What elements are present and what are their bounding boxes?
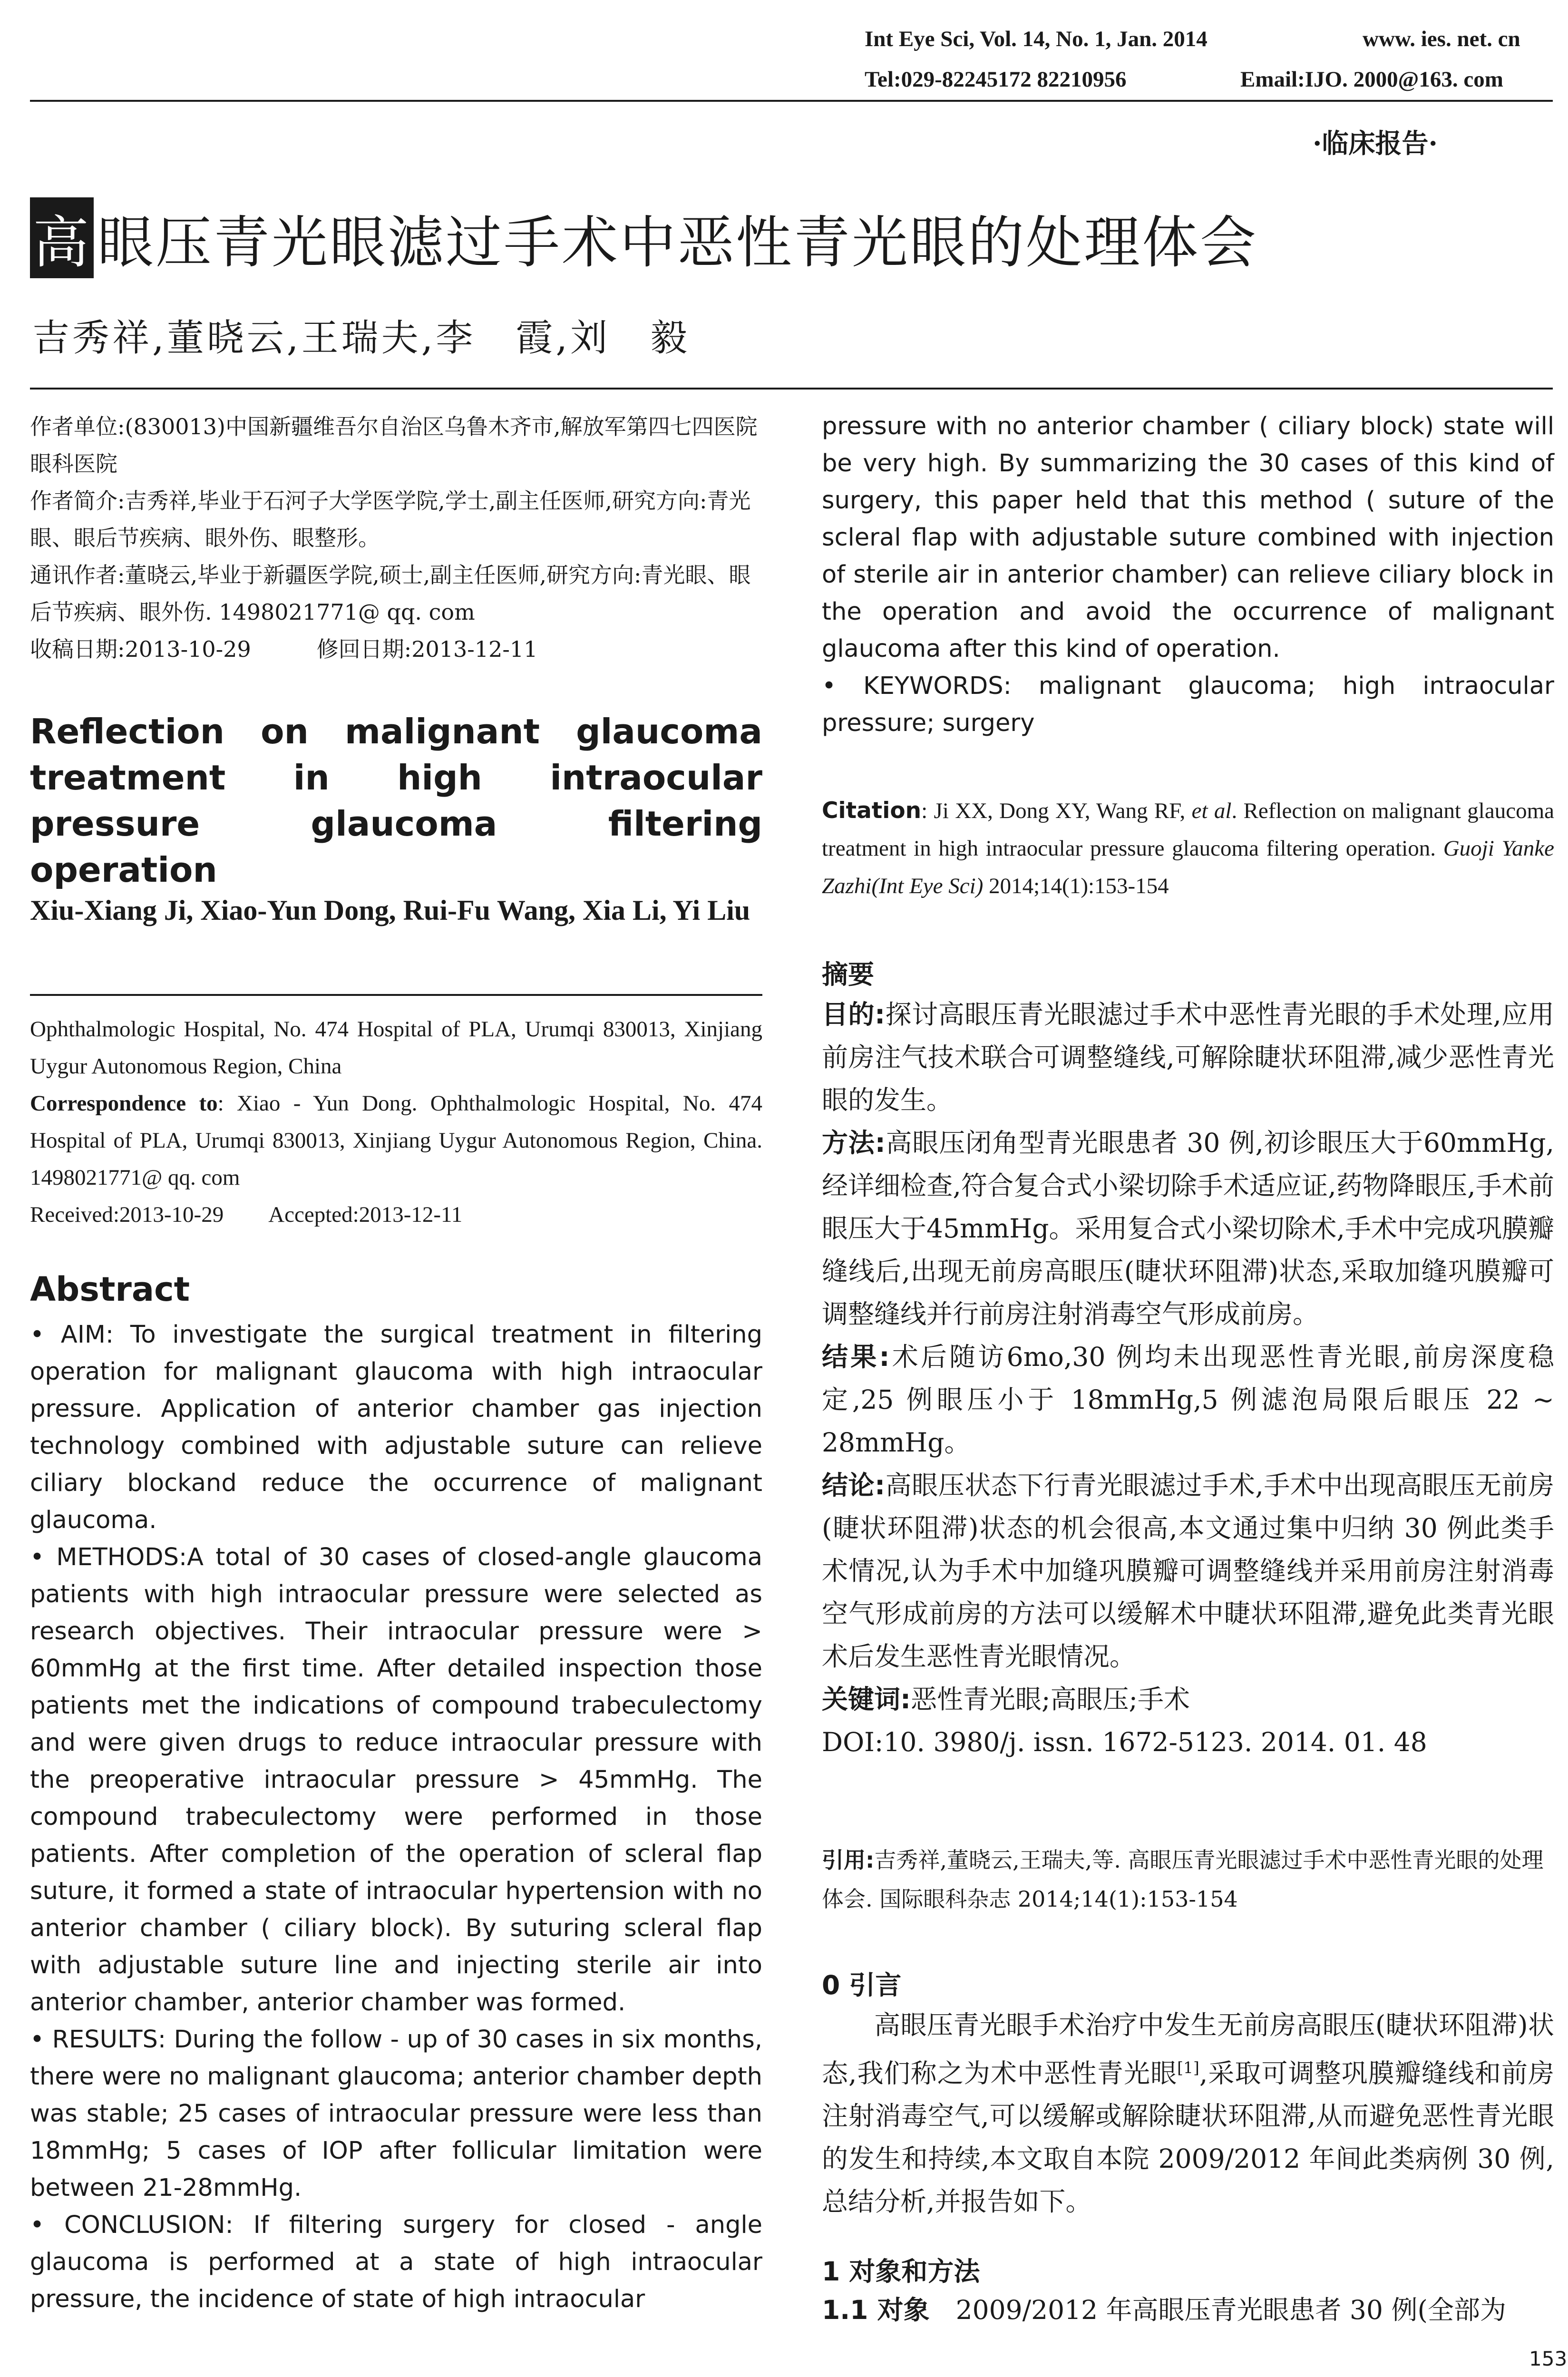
keywords-label: 关键词: xyxy=(822,1684,911,1715)
article-title xyxy=(30,197,1258,278)
citation-cn xyxy=(822,1841,1554,1919)
conclusion-label: 结论: xyxy=(822,1470,886,1500)
section1-1 xyxy=(822,2289,1554,2331)
abstract-heading: Abstract xyxy=(30,1270,190,1309)
abstract-en-left xyxy=(30,1316,762,2318)
journal-info: Int Eye Sci, Vol. 14, No. 1, Jan. 2014 xyxy=(865,27,1208,51)
abstract-cn-keywords xyxy=(822,1678,1554,1721)
abstract-cn-heading: 摘要 xyxy=(822,959,875,990)
intro-text-b: ,采取可调整巩膜瓣缝线和前房注射消毒空气,可以缓解或解除睫状环阻滞,从而避免恶性青光眼的发生和持续,本文取自本院 2009/2012 年间此类病例 30 例,总结分析,并报告如下。 xyxy=(822,2058,1555,2217)
abstract-cn-conclusion xyxy=(822,1464,1554,1678)
journal-website: www. ies. net. cn xyxy=(1363,27,1520,51)
page-number: 153 xyxy=(1529,2347,1568,2370)
section1-1-label: 1.1 对象 xyxy=(822,2295,930,2325)
citation-en xyxy=(822,792,1554,905)
citation-text-c: 2014;14(1):153-154 xyxy=(983,874,1169,898)
abstract-conclusion-a: • CONCLUSION: If filtering surgery for closed - angle glaucoma is performed at a state of high intraocular pressure, the incidence of state of high intraocular xyxy=(30,2211,762,2313)
citation-etal: et al xyxy=(1191,799,1232,823)
abstract-cn-methods xyxy=(822,1121,1554,1335)
section1-heading: 1 对象和方法 xyxy=(822,2256,980,2287)
english-title: Reflection on malignant glaucoma treatment in high intraocular pressure glaucoma filtering operation xyxy=(30,711,762,890)
journal-tel: Tel:029-82245172 82210956 xyxy=(865,67,1127,92)
affiliation-block xyxy=(30,1011,762,1233)
journal-email: Email:IJO. 2000@163. com xyxy=(1240,67,1503,92)
methods-text: 高眼压闭角型青光眼患者 30 例,初诊眼压大于60mmHg,经详细检查,符合复合式小梁切除手术适应证,药物降眼压,手术前眼压大于45mmHg。采用复合式小梁切除术,手术中完成巩膜瓣缝线后,出现无前房高眼压(睫状环阻滞)状态,采取加缝巩膜瓣可调整缝线并行前房注射消毒空气形成前房。 xyxy=(822,1128,1554,1329)
keywords-text: 恶性青光眼;高眼压;手术 xyxy=(911,1684,1190,1715)
correspondence xyxy=(30,1085,762,1196)
title-text: 眼压青光眼滤过手术中恶性青光眼的处理体会 xyxy=(97,210,1258,275)
citation-journal: Guoji Yanke Zazhi(Int Eye Sci) xyxy=(822,836,1554,898)
authors-rule xyxy=(30,388,1553,390)
received-dates-cn: 收稿日期:2013-10-29 修回日期:2013-12-11 xyxy=(30,636,538,662)
intro-heading: 0 引言 xyxy=(822,1970,902,2000)
correspondence-label: Correspondence to xyxy=(30,1091,218,1116)
citation-cn-text: 吉秀祥,董晓云,王瑞夫,等. 高眼压青光眼滤过手术中恶性青光眼的处理体会. 国际眼科杂志 2014;14(1):153-154 xyxy=(822,1847,1544,1912)
correspondence-author: 通讯作者:董晓云,毕业于新疆医学院,硕士,副主任医师,研究方向:青光眼、眼后节疾病、眼外伤. 1498021771@ qq. com xyxy=(30,562,751,625)
abstract-cn-aim xyxy=(822,993,1554,1121)
abstract-keywords: • KEYWORDS: malignant glaucoma; high intraocular pressure; surgery xyxy=(822,672,1554,737)
aim-label: 目的: xyxy=(822,999,886,1030)
abstract-en-right xyxy=(822,408,1554,742)
aim-text: 探讨高眼压青光眼滤过手术中恶性青光眼的手术处理,应用前房注气技术联合可调整缝线,可解除睫状环阻滞,减少恶性青光眼的发生。 xyxy=(822,999,1554,1115)
title-box-char: 高 xyxy=(30,197,94,278)
correspondence-text: : Xiao - Yun Dong. Ophthalmologic Hospital, No. 474 Hospital of PLA, Urumqi 830013, Xinjiang Uygur Autonomous Region, China. 1498021771@ qq. com xyxy=(30,1091,762,1190)
citation-text-b: . Reflection on malignant glaucoma treatment in high intraocular pressure glaucoma filtering operation. xyxy=(822,799,1555,861)
authors-cn: 吉秀祥,董晓云,王瑞夫,李 霞,刘 毅 xyxy=(32,317,691,360)
received-dates-en: Received:2013-10-29 Accepted:2013-12-11 xyxy=(30,1202,463,1227)
abstract-cn-results xyxy=(822,1335,1554,1464)
author-info xyxy=(30,408,762,668)
abstract-results: • RESULTS: During the follow - up of 30 cases in six months, there were no malignant glaucoma; anterior chamber depth was stable; 25 cases of intraocular pressure were less than 18mmHg; 5 cases of IOP after follicular limitation were between 21-28mmHg. xyxy=(30,2026,762,2202)
citation-cn-label: 引用: xyxy=(822,1847,875,1873)
results-label: 结果: xyxy=(822,1342,890,1372)
author-bio: 作者简介:吉秀祥,毕业于石河子大学医学院,学士,副主任医师,研究方向:青光眼、眼后节疾病、眼外伤、眼整形。 xyxy=(30,488,751,551)
methods-label: 方法: xyxy=(822,1128,886,1158)
abstract-cn xyxy=(822,993,1554,1763)
citation-text-a: : Ji XX, Dong XY, Wang RF, xyxy=(921,799,1186,823)
header-rule xyxy=(30,100,1553,102)
citation-label: Citation xyxy=(822,798,922,824)
results-text: 术后随访6mo,30 例均未出现恶性青光眼,前房深度稳定,25 例眼压小于 18mmHg,5 例滤泡局限后眼压 22 ~ 28mmHg。 xyxy=(822,1342,1554,1458)
intro-reference: [1] xyxy=(1177,2058,1199,2077)
affiliation: Ophthalmologic Hospital, No. 474 Hospital of PLA, Urumqi 830013, Xinjiang Uygur Autonomous Region, China xyxy=(30,1017,762,1079)
intro-text xyxy=(822,2004,1554,2223)
intro-paragraph xyxy=(822,2004,1554,2223)
english-authors: Xiu-Xiang Ji, Xiao-Yun Dong, Rui-Fu Wang, Xia Li, Yi Liu xyxy=(30,895,750,926)
abstract-methods: • METHODS:A total of 30 cases of closed-angle glaucoma patients with high intraocular pressure were selected as research objectives. Their intraocular pressure were > 60mmHg at the first time. After detailed inspection those patients met the indications of compound trabeculectomy and were given drugs to reduce intraocular pressure with the preoperative intraocular pressure > 45mmHg. The compound trabeculectomy were performed in those patients. After completion of the operation of scleral flap suture, it formed a state of intraocular hypertension with no anterior chamber ( ciliary block). By suturing scleral flap with adjustable suture line and injecting sterile air into anterior chamber, anterior chamber was formed. xyxy=(30,1543,762,2017)
section1-1-text: 2009/2012 年高眼压青光眼患者 30 例(全部为 xyxy=(929,2295,1506,2325)
intro-text-a: 高眼压青光眼手术治疗中发生无前房高眼压(睫状环阻滞)状态,我们称之为术中恶性青光眼 xyxy=(822,2010,1554,2089)
abstract-aim: • AIM: To investigate the surgical treatment in filtering operation for malignant glaucoma with high intraocular pressure. Application of anterior chamber gas injection technology combined with adjustable suture can relieve ciliary blockand reduce the occurrence of malignant glaucoma. xyxy=(30,1321,762,1534)
doi: DOI:10. 3980/j. issn. 1672-5123. 2014. 01. 48 xyxy=(822,1727,1427,1757)
author-unit: 作者单位:(830013)中国新疆维吾尔自治区乌鲁木齐市,解放军第四七四医院眼科医院 xyxy=(30,414,758,477)
conclusion-text: 高眼压状态下行青光眼滤过手术,手术中出现高眼压无前房(睫状环阻滞)状态的机会很高,本文通过集中归纳 30 例此类手术情况,认为手术中加缝巩膜瓣可调整缝线并采用前房注射消毒空气形成前房的方法可以缓解术中睫状环阻滞,避免此类青光眼术后发生恶性青光眼情况。 xyxy=(822,1470,1555,1672)
abstract-conclusion-b: pressure with no anterior chamber ( ciliary block) state will be very high. By summarizing the 30 cases of this kind of surgery, this paper held that this method ( suture of the scleral flap with adjustable suture combined with injection of sterile air in anterior chamber) can relieve ciliary block in the operation and avoid the occurrence of malignant glaucoma after this kind of operation. xyxy=(822,412,1554,663)
column-tag: ·临床报告· xyxy=(1313,128,1438,159)
affil-rule xyxy=(30,994,762,996)
